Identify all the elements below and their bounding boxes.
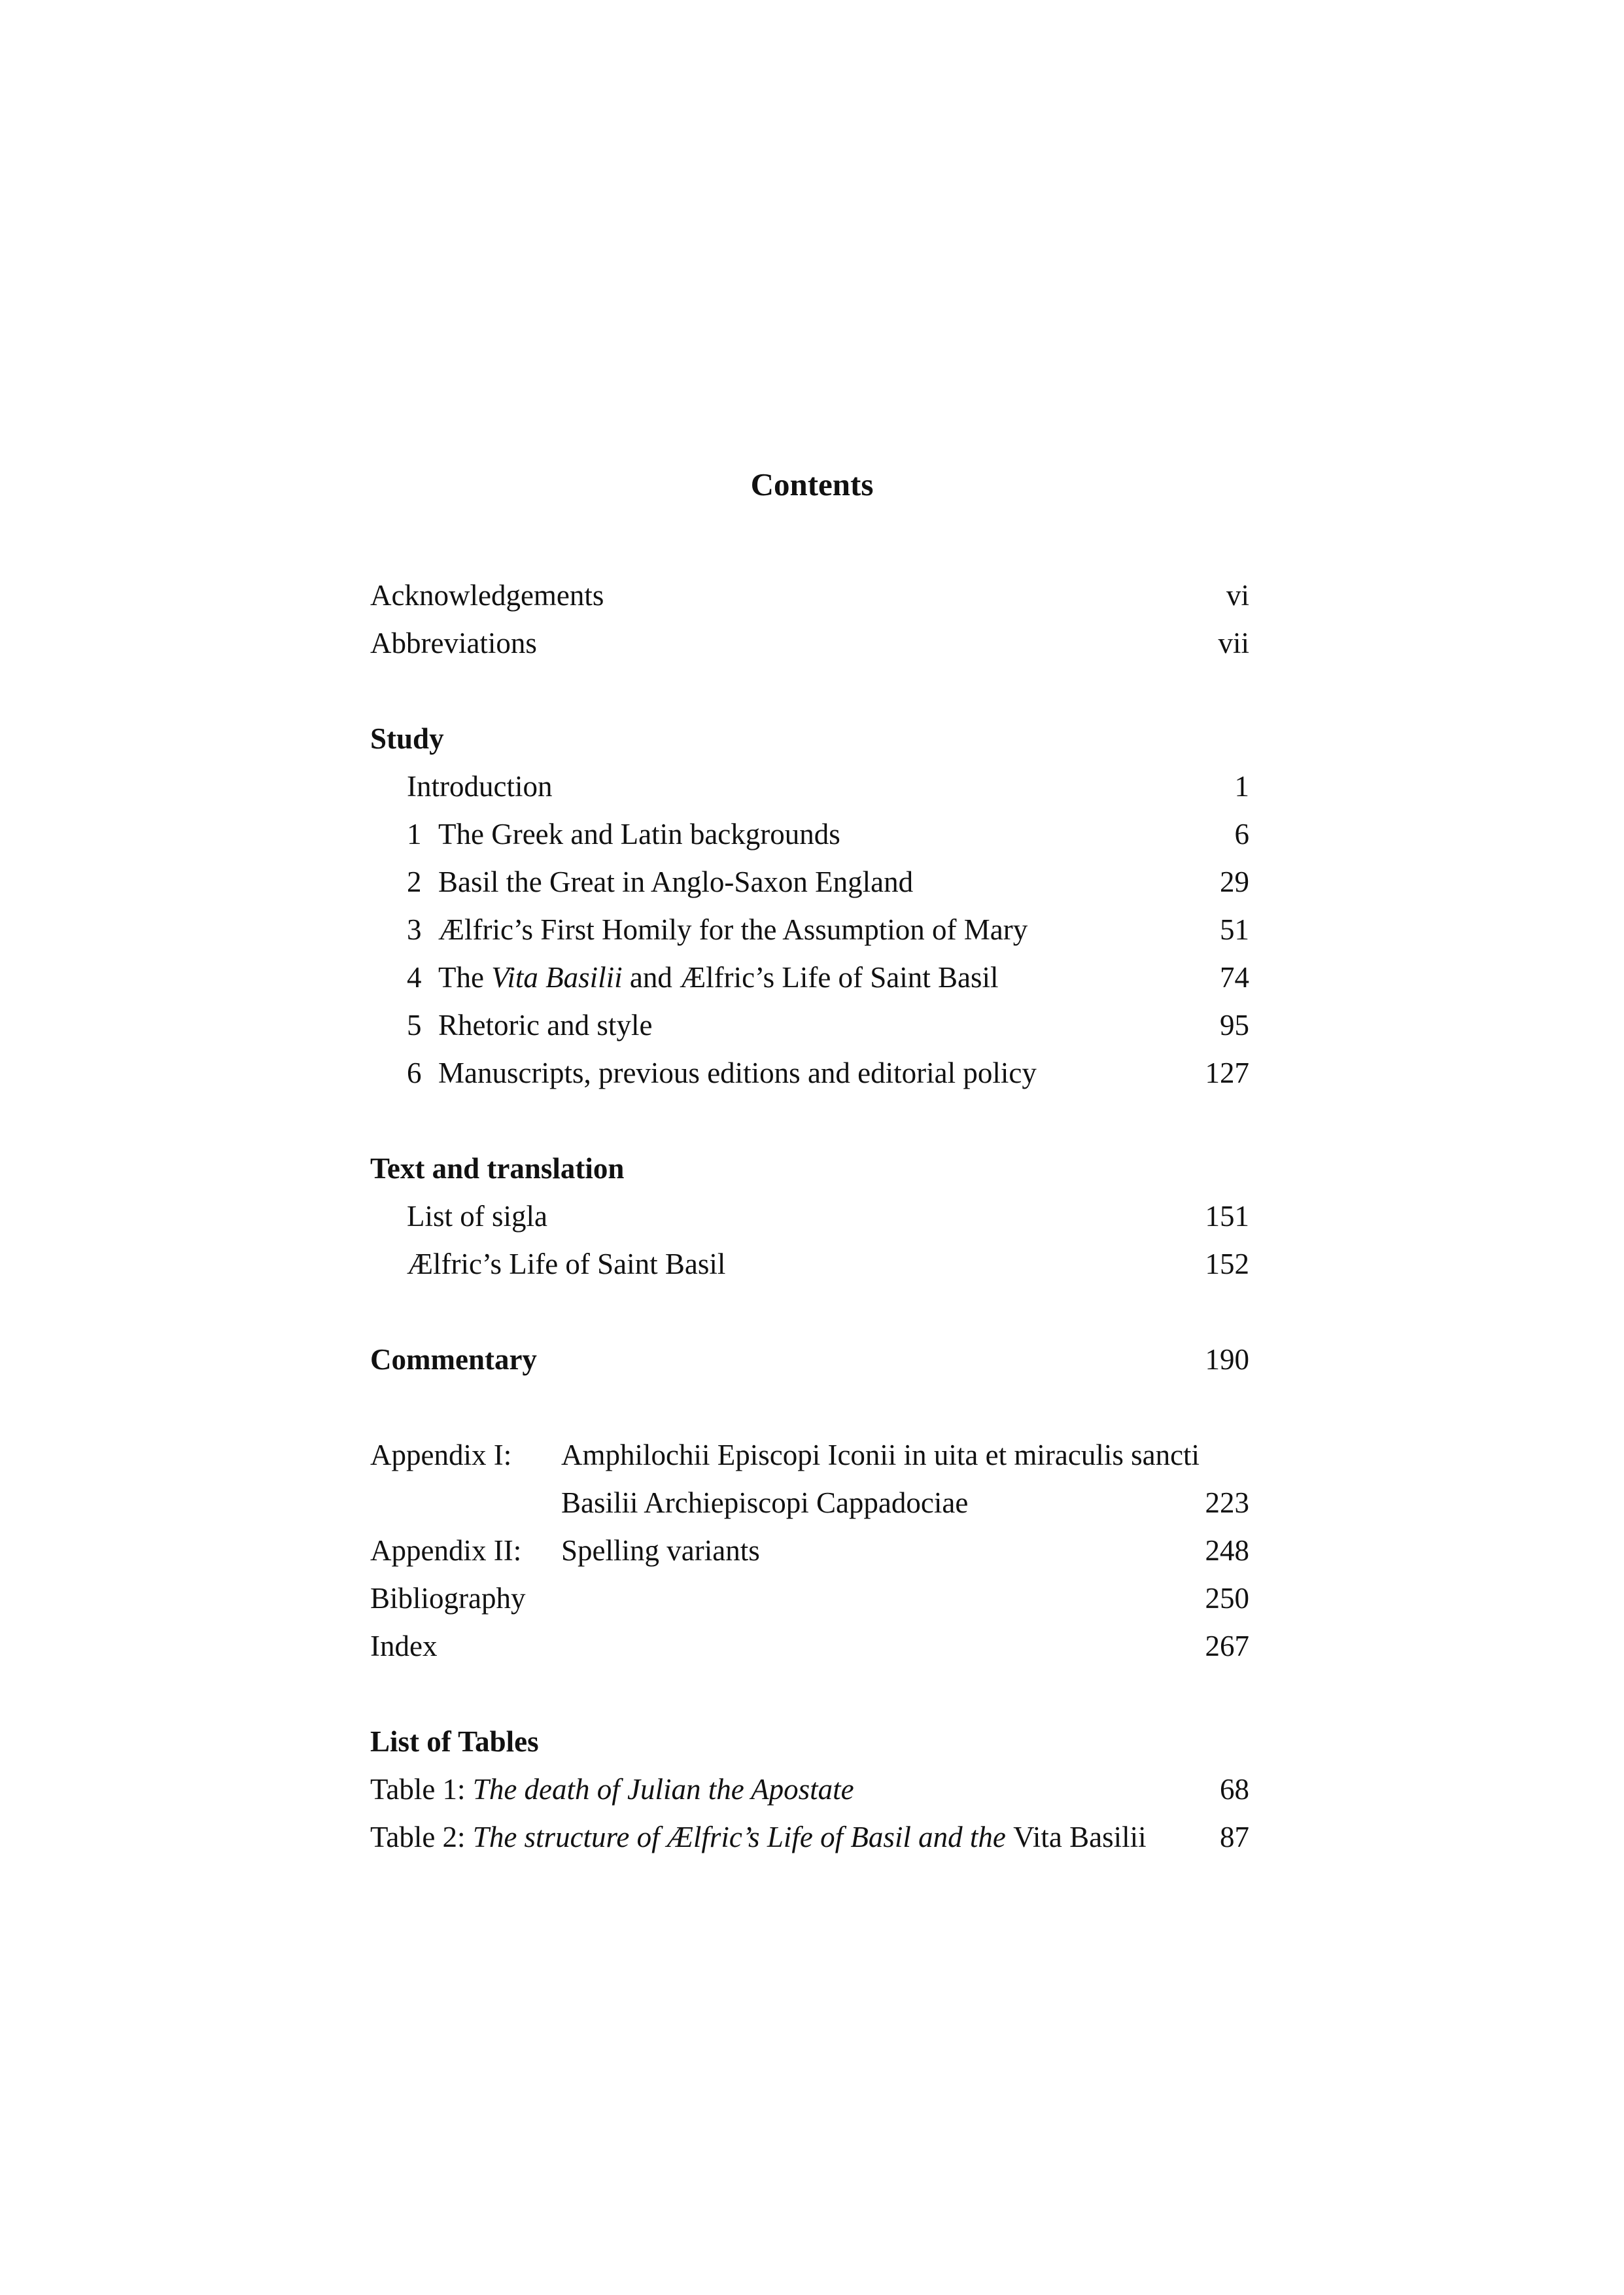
section-heading-text-translation (370, 1145, 1249, 1193)
heading-label: Study (370, 722, 444, 755)
page-number: 190 (1205, 1343, 1249, 1376)
page-number: 68 (1220, 1773, 1249, 1806)
table-prefix: Table 2: (370, 1821, 473, 1853)
toc-entry-chapter-4[interactable] (370, 954, 1249, 1002)
toc-entry-table-2[interactable] (370, 1813, 1249, 1861)
toc-entry-chapter-6[interactable] (370, 1049, 1249, 1097)
page-number: vi (1226, 579, 1249, 612)
toc-entry-appendix-1[interactable] (370, 1431, 1249, 1479)
chapter-number: 4 (407, 961, 422, 994)
page-number: 250 (1205, 1582, 1249, 1615)
page-number: 127 (1205, 1057, 1249, 1089)
toc-entry-chapter-5[interactable] (370, 1002, 1249, 1049)
toc-entry-abbreviations[interactable] (370, 620, 1249, 667)
entry-label-part: The (438, 961, 492, 994)
entry-label: List of sigla (407, 1200, 547, 1233)
entry-label: Rhetoric and style (438, 1009, 653, 1042)
table-title: The death of Julian the Apostate (472, 1773, 854, 1806)
chapter-number: 6 (407, 1057, 422, 1089)
toc-entry-commentary[interactable] (370, 1336, 1249, 1384)
table-title-roman: Vita Basilii (1013, 1821, 1147, 1853)
toc-entry-appendix-2[interactable] (370, 1527, 1249, 1575)
heading-label: List of Tables (370, 1725, 539, 1758)
page-number: 74 (1220, 961, 1249, 994)
page-number: 51 (1220, 913, 1249, 946)
page-title: Contents (750, 466, 874, 502)
page-number: 152 (1205, 1248, 1249, 1280)
heading-label: Text and translation (370, 1152, 625, 1185)
entry-label: Abbreviations (370, 627, 537, 659)
heading-label: Commentary (370, 1343, 537, 1376)
entry-label: Introduction (407, 770, 553, 803)
toc-entry-chapter-1[interactable] (370, 811, 1249, 858)
page-number: 248 (1205, 1534, 1249, 1567)
entry-label: Acknowledgements (370, 579, 604, 612)
section-heading-list-of-tables (370, 1718, 1249, 1766)
spacer (370, 1288, 1249, 1336)
page-number: 95 (1220, 1009, 1249, 1042)
toc-entry-appendix-1-continued[interactable] (370, 1479, 1249, 1527)
toc-entry-list-of-sigla[interactable] (370, 1193, 1249, 1240)
page-number: 1 (1234, 770, 1249, 803)
spacer (370, 667, 1249, 715)
page-number: 267 (1205, 1630, 1249, 1662)
toc-entry-index[interactable] (370, 1622, 1249, 1670)
entry-label: Amphilochii Episcopi Iconii in uita et miraculis sancti (561, 1439, 1200, 1471)
page-number: 223 (1205, 1486, 1249, 1519)
spacer (370, 1097, 1249, 1145)
toc-entry-chapter-2[interactable] (370, 858, 1249, 906)
toc-entry-life-of-saint-basil[interactable] (370, 1240, 1249, 1288)
entry-label-italic: Vita Basilii (491, 961, 623, 994)
toc-entry-chapter-3[interactable] (370, 906, 1249, 954)
toc-entry-introduction[interactable] (370, 763, 1249, 811)
entry-label-part: and Ælfric’s Life of Saint Basil (622, 961, 999, 994)
table-of-contents (370, 572, 1249, 1861)
spacer (370, 1670, 1249, 1718)
table-prefix: Table 1: (370, 1773, 473, 1806)
page-number: 6 (1234, 818, 1249, 850)
spacer (370, 1384, 1249, 1431)
entry-label: Basilii Archiepiscopi Cappadociae (561, 1486, 969, 1519)
entry-label: Basil the Great in Anglo-Saxon England (438, 866, 914, 898)
page-number: vii (1218, 627, 1249, 659)
appendix-label: Appendix II: (370, 1534, 522, 1567)
chapter-number: 3 (407, 913, 422, 946)
entry-label: Manuscripts, previous editions and editorial policy (438, 1057, 1037, 1089)
entry-label: Spelling variants (561, 1534, 760, 1567)
chapter-number: 5 (407, 1009, 422, 1042)
page-number: 87 (1220, 1821, 1249, 1853)
toc-entry-acknowledgements[interactable] (370, 572, 1249, 620)
entry-label: Ælfric’s First Homily for the Assumption of Mary (438, 913, 1028, 946)
entry-label: Index (370, 1630, 438, 1662)
table-title-italic: The structure of Ælfric’s Life of Basil and the (472, 1821, 1014, 1853)
entry-label: Ælfric’s Life of Saint Basil (407, 1248, 726, 1280)
appendix-label: Appendix I: (370, 1439, 512, 1471)
entry-label: Bibliography (370, 1582, 526, 1615)
section-heading-study (370, 715, 1249, 763)
page-number: 29 (1220, 866, 1249, 898)
toc-entry-bibliography[interactable] (370, 1575, 1249, 1622)
toc-entry-table-1[interactable] (370, 1766, 1249, 1813)
chapter-number: 2 (407, 866, 422, 898)
entry-label: The Greek and Latin backgrounds (438, 818, 840, 850)
page-number: 151 (1205, 1200, 1249, 1233)
chapter-number: 1 (407, 818, 422, 850)
